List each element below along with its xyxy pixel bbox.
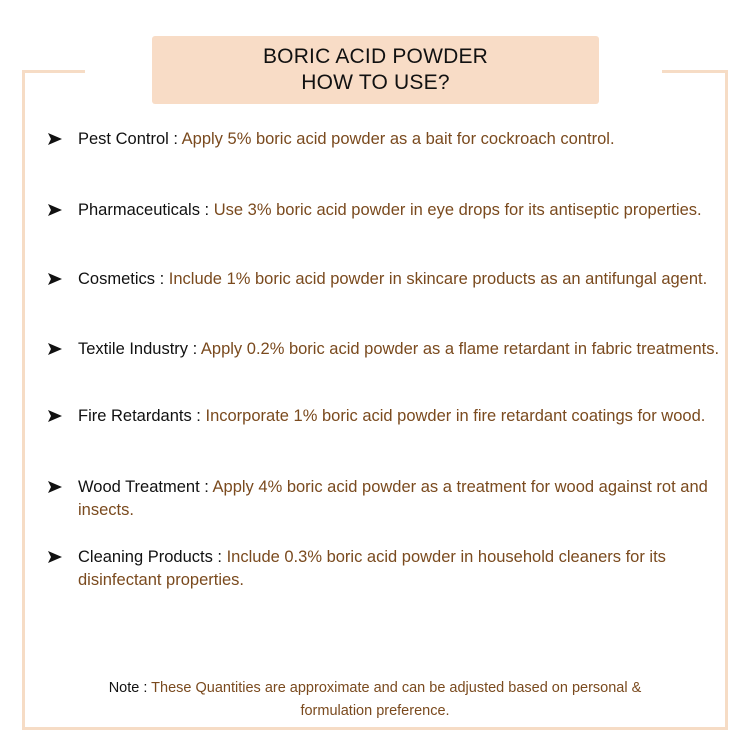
- item-label: Textile Industry :: [78, 340, 198, 358]
- arrow-right-icon: [48, 128, 66, 151]
- note-text: These Quantities are approximate and can be adjusted based on personal & formulation preference.: [151, 680, 642, 719]
- title-line-2: HOW TO USE?: [301, 71, 450, 94]
- title-line-1: BORIC ACID POWDER: [262, 45, 489, 68]
- arrow-right-icon: [48, 199, 66, 222]
- item-label: Pharmaceuticals :: [78, 201, 210, 219]
- arrow-right-icon: [48, 546, 66, 569]
- note-label: Note :: [108, 680, 148, 696]
- item-label: Wood Treatment :: [78, 478, 209, 496]
- list-item-cosmetics: [48, 268, 728, 291]
- item-label: Fire Retardants :: [78, 407, 201, 425]
- frame-top-right: [662, 70, 728, 73]
- item-label: Cosmetics :: [78, 270, 165, 288]
- item-description: Apply 4% boric acid powder as a treatment for wood against rot and insects.: [78, 478, 708, 519]
- item-description: Include 1% boric acid powder in skincare products as an antifungal agent.: [168, 270, 708, 288]
- frame-right: [725, 70, 728, 730]
- title-banner: [152, 36, 599, 104]
- arrow-right-icon: [48, 338, 66, 361]
- list-item-cleaning-products: [48, 546, 728, 592]
- arrow-right-icon: [48, 268, 66, 291]
- item-label: Cleaning Products :: [78, 548, 222, 566]
- item-label: Pest Control :: [78, 130, 178, 148]
- list-item-pest-control: [48, 128, 728, 151]
- item-description: Incorporate 1% boric acid powder in fire retardant coatings for wood.: [205, 407, 706, 425]
- frame-bottom: [22, 727, 728, 730]
- item-description: Apply 0.2% boric acid powder as a flame retardant in fabric treatments.: [200, 340, 720, 358]
- item-description: Apply 5% boric acid powder as a bait for cockroach control.: [181, 130, 615, 148]
- item-description: Use 3% boric acid powder in eye drops for its antiseptic properties.: [213, 201, 702, 219]
- frame-left: [22, 70, 25, 730]
- item-description: Include 0.3% boric acid powder in household cleaners for its disinfectant properties.: [78, 548, 666, 589]
- list-item-pharmaceuticals: [48, 199, 728, 222]
- footnote: [90, 677, 660, 723]
- list-item-wood-treatment: [48, 476, 728, 522]
- arrow-right-icon: [48, 405, 66, 428]
- list-item-textile-industry: [48, 338, 728, 361]
- frame-top-left: [22, 70, 85, 73]
- list-item-fire-retardants: [48, 405, 728, 428]
- arrow-right-icon: [48, 476, 66, 499]
